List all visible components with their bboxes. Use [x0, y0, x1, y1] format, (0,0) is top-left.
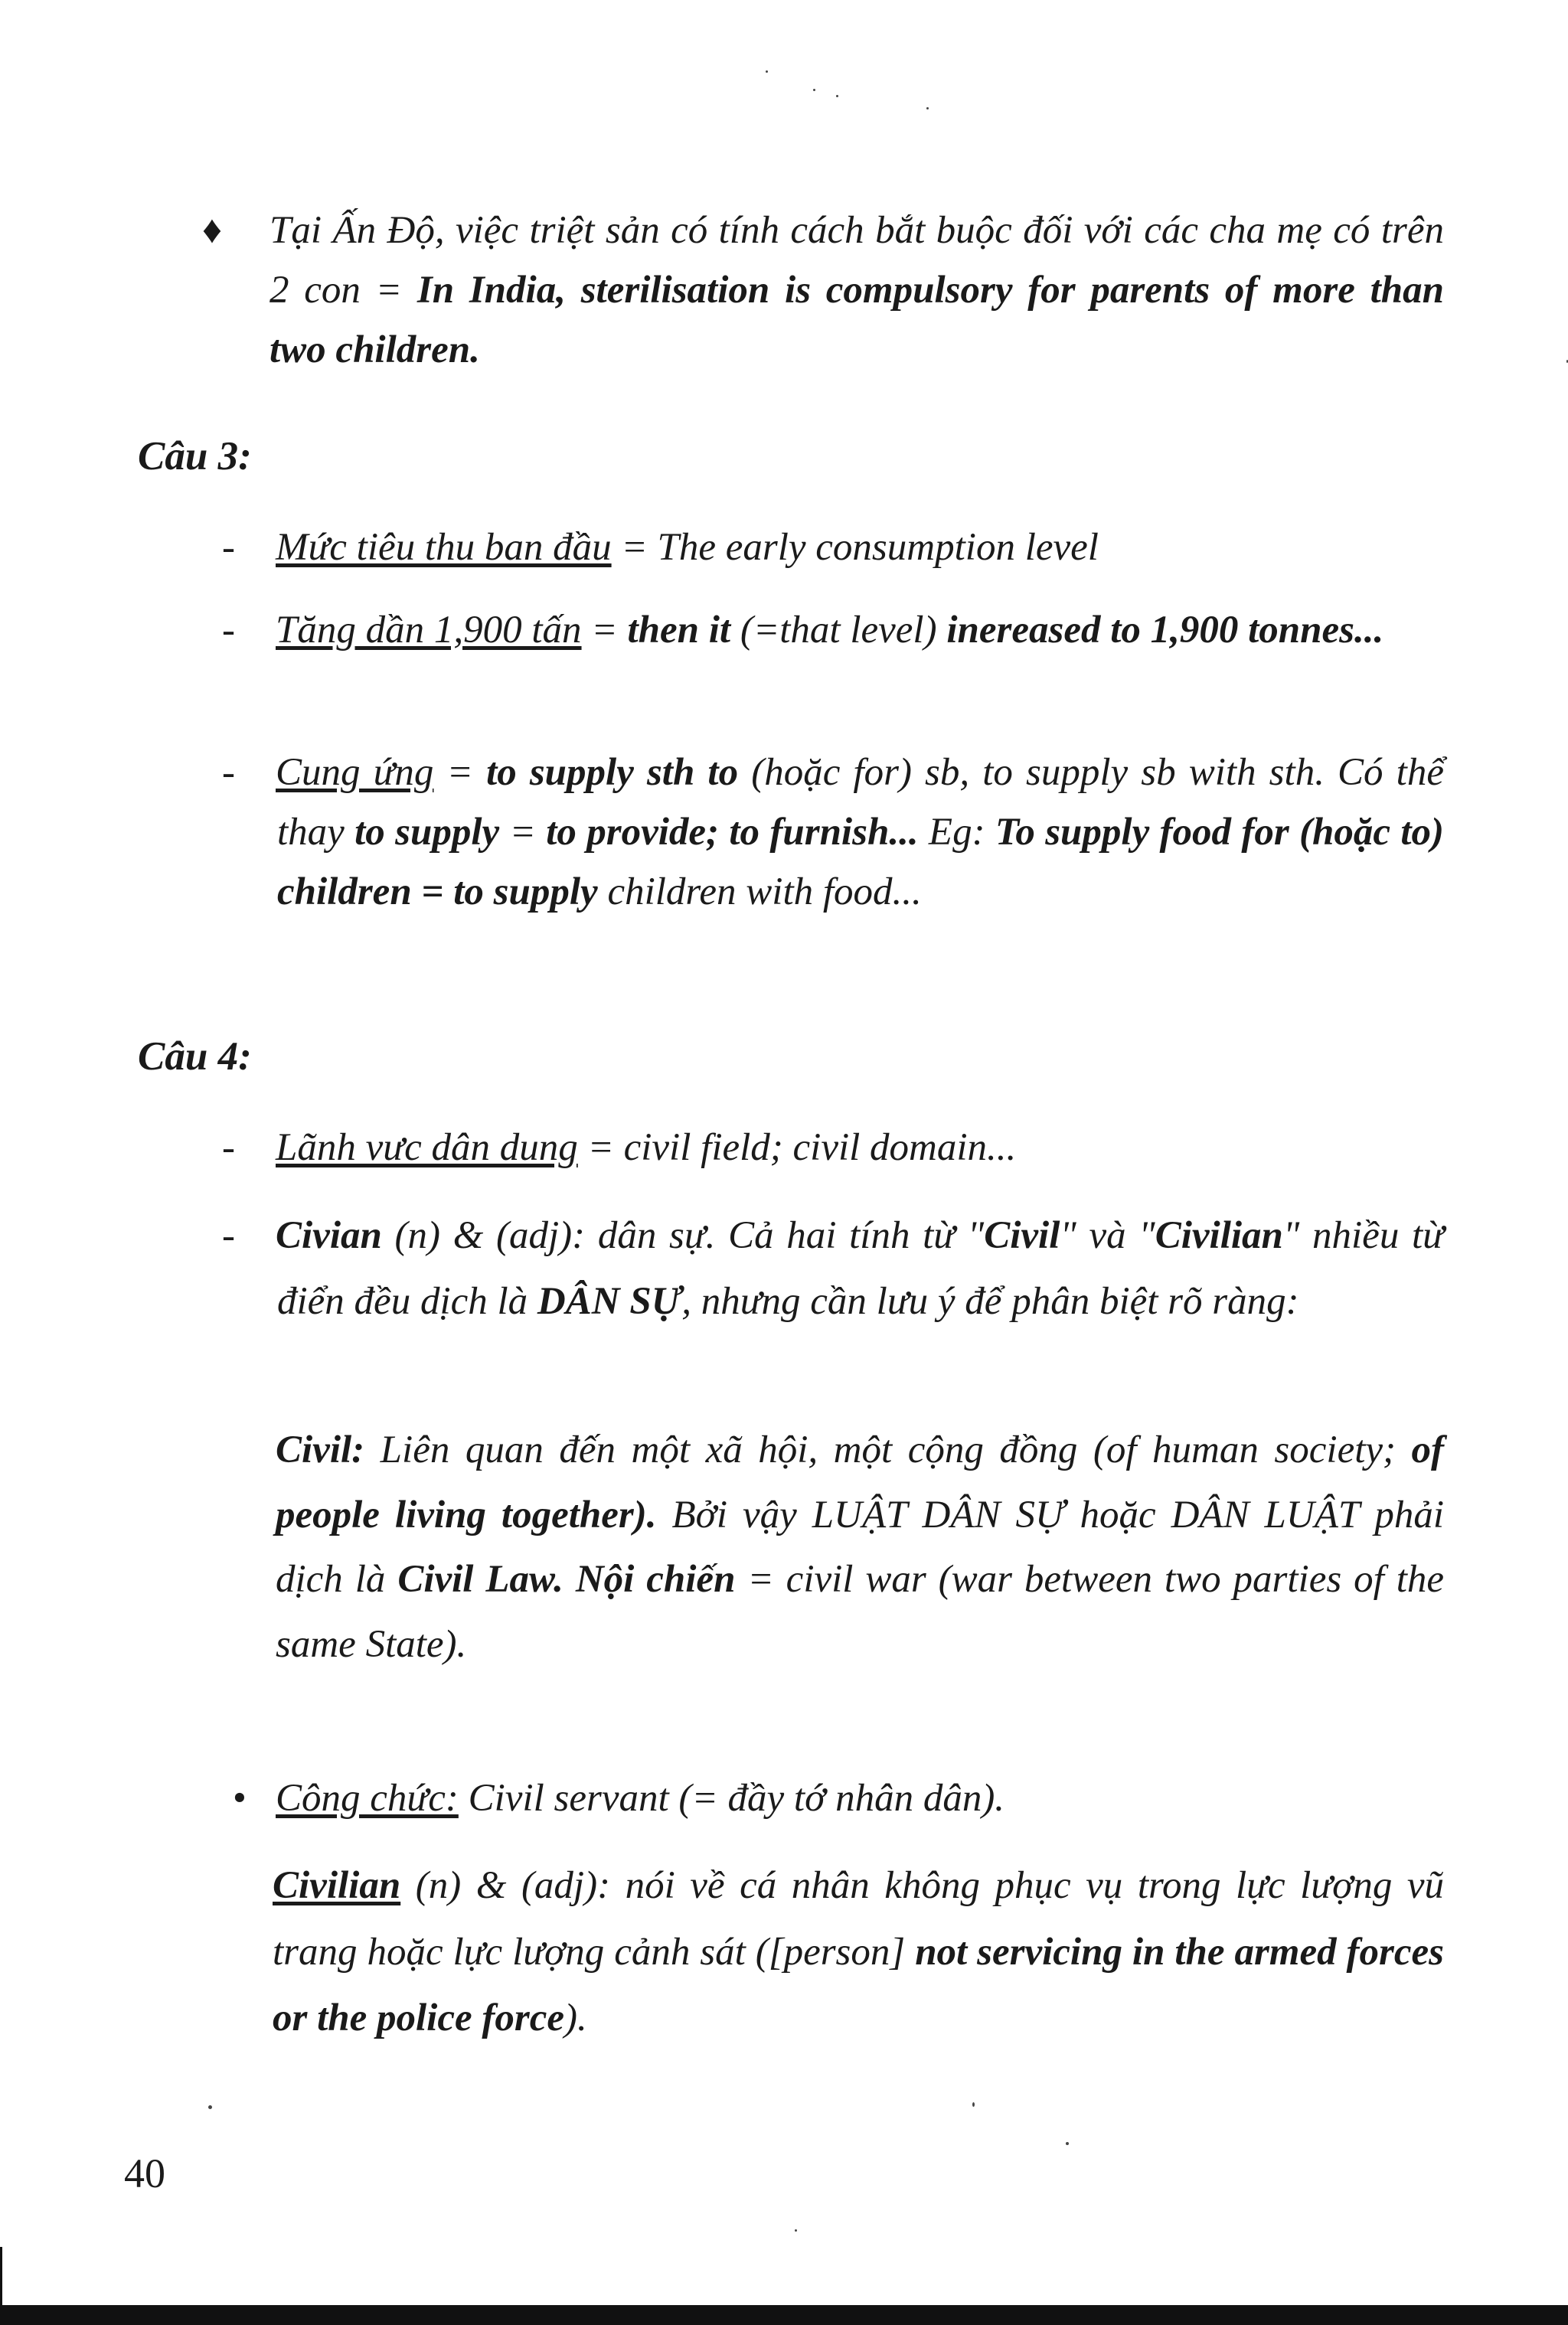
scan-speck [836, 95, 838, 97]
dash-marker: - [222, 1214, 235, 1257]
text-en: In India, sterilisation is compulsory for parents of more than two children. [270, 269, 1444, 372]
item-civil-field: - Lãnh vưc dân dung = civil field; civil domain... [277, 1118, 1444, 1177]
diamond-bullet-icon: ♦ [202, 209, 223, 252]
term-en: Civilian [273, 1864, 401, 1907]
paragraph-civil-definition: Civil: Liên quan đến một xã hội, một cộng đồng (of human society; of people living together). Bởi vậy LUẬT DÂN SỰ hoặc DÂN LUẬT phải dịch là Civil Law. Nội chiến = civil war (war between two parties of the same State). [276, 1429, 1444, 1666]
item-civil-servant: • Công chức: Civil servant (= đầy tớ nhân dân). [276, 1768, 1444, 1828]
page-number: 40 [124, 2150, 165, 2196]
dash-marker: - [222, 526, 235, 569]
scan-bottom-bar [0, 2305, 1568, 2325]
heading-cau-3: Câu 3: [138, 434, 252, 478]
term-vi: Tăng dần 1,900 tấn [276, 609, 582, 651]
item-civian: - Civian (n) & (adj): dân sự. Cả hai tính từ "Civil" và "Civilian" nhiều từ điển đều dịch là DÂN SỰ, nhưng cần lưu ý để phân biệt rõ ràng: [277, 1203, 1444, 1334]
scan-speck [766, 70, 768, 73]
dash-marker: - [222, 1126, 235, 1169]
scan-speck [1066, 2142, 1069, 2145]
dot-bullet-icon: • [233, 1777, 247, 1820]
paragraph-india-sterilisation [202, 201, 1444, 380]
term-vi: Công chức: [276, 1777, 459, 1820]
text-vi: Tại Ấn Độ, việc triệt sản có tính cách bắt buộc đối với các cha mẹ có trên 2 con = [270, 209, 1444, 312]
scan-speck [972, 2102, 975, 2107]
item-supply: - Cung ứng = to supply sth to (hoặc for) sb, to supply sb with sth. Có thể thay to supply = to provide; to furnish... Eg: To supply food for (hoặc to) children = to supply children with food... [277, 743, 1444, 922]
dash-marker: - [222, 609, 235, 651]
paragraph-civilian-definition: Civilian (n) & (adj): nói về cá nhân không phục vụ trong lực lượng vũ trang hoặc lực lượng cảnh sát ([person] not servicing in the armed forces or the police force). [273, 1864, 1444, 2040]
item-increase-tonnes: - Tăng dần 1,900 tấn = then it (=that level) inereased to 1,900 tonnes... [277, 600, 1444, 660]
scan-speck [813, 89, 815, 91]
scan-speck [795, 2229, 797, 2232]
term-vi: Mức tiêu thu ban đầu [276, 526, 612, 569]
item-consumption-level: - Mức tiêu thu ban đầu = The early consumption level [277, 518, 1444, 577]
term-vi: Cung ứng [276, 751, 434, 794]
heading-cau-4: Câu 4: [138, 1034, 252, 1079]
dash-marker: - [222, 751, 235, 794]
scan-speck [208, 2105, 212, 2109]
scan-edge [0, 2247, 2, 2305]
scan-speck [926, 107, 929, 109]
term-vi: Lãnh vưc dân dung [276, 1126, 578, 1169]
